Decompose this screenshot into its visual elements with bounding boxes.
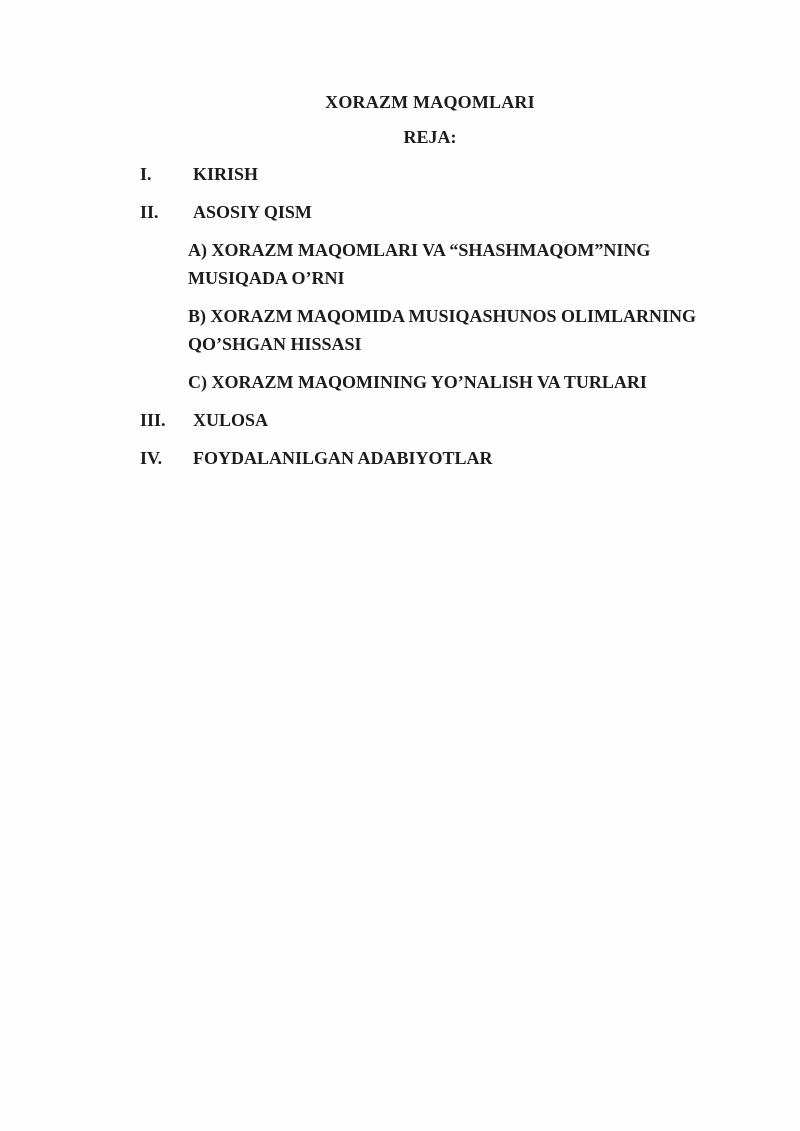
plan-heading: REJA:: [403, 127, 457, 147]
subitem-line: B) XORAZM MAQOMIDA MUSIQASHUNOS OLIMLARNING: [188, 306, 697, 326]
outline-item-foydalanilgan-adabiyotlar: [140, 444, 720, 472]
outline-numeral: II.: [140, 202, 159, 222]
outline-label: KIRISH: [193, 164, 259, 184]
subitem-line: A) XORAZM MAQOMLARI VA “SHASHMAQOM”NING: [188, 240, 651, 260]
document-title: XORAZM MAQOMLARI: [325, 92, 535, 112]
subitem-a: [188, 236, 720, 292]
outline-numeral: IV.: [140, 448, 163, 468]
outline-label: XULOSA: [193, 410, 269, 430]
outline-item-asosiy-qism: [140, 198, 720, 226]
outline-item-kirish: [140, 160, 720, 188]
subitem-line: MUSIQADA O’RNI: [188, 268, 345, 288]
subitem-b: [188, 302, 720, 358]
subitem-c: [188, 368, 720, 396]
outline-label: FOYDALANILGAN ADABIYOTLAR: [193, 448, 493, 468]
subitem-line: C) XORAZM MAQOMINING YO’NALISH VA TURLARI: [188, 372, 647, 392]
outline-label: ASOSIY QISM: [193, 202, 312, 222]
subitem-line: QO’SHGAN HISSASI: [188, 334, 362, 354]
outline-numeral: III.: [140, 410, 166, 430]
document-page: [140, 0, 720, 472]
outline-numeral: I.: [140, 164, 152, 184]
outline-item-xulosa: [140, 406, 720, 434]
